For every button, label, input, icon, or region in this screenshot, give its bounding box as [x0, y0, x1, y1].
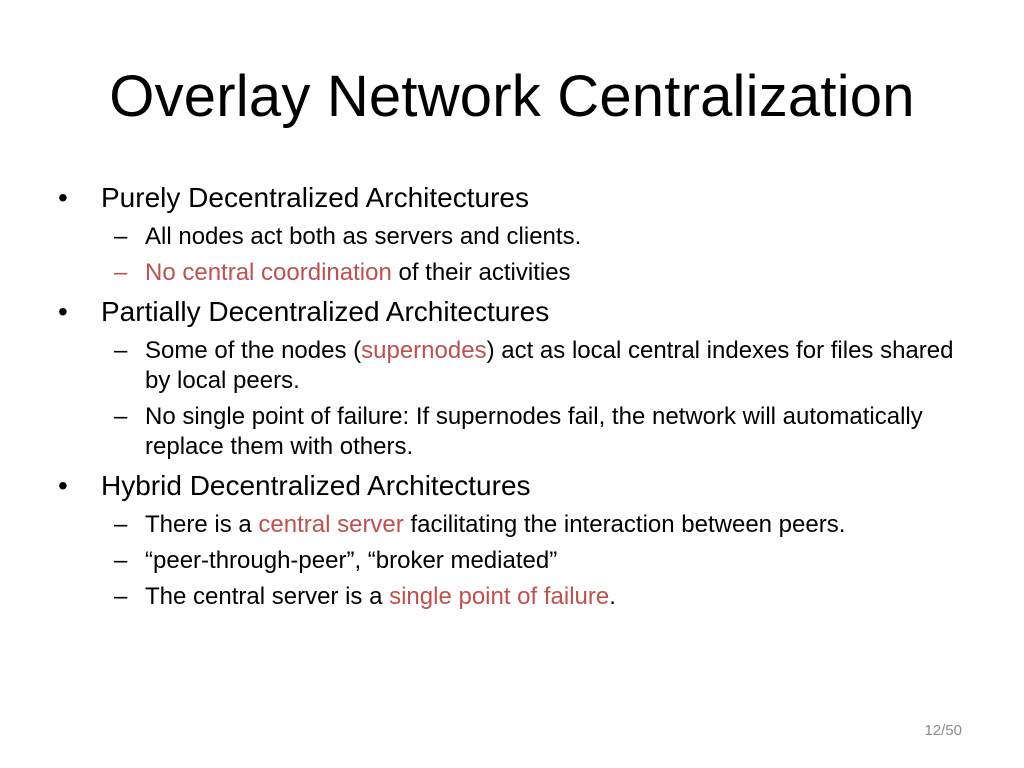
bullet-list	[58, 180, 958, 612]
sub-bullet-text: facilitating the interaction between peers.	[403, 511, 846, 538]
sub-bullet-text: Some of the nodes (	[145, 337, 362, 364]
sub-bullet-text: The central server is a	[145, 583, 390, 610]
sub-bullet-item	[58, 402, 958, 462]
dash-mark: –	[114, 223, 128, 250]
bullet-mark: •	[58, 182, 68, 213]
dash-mark: –	[114, 583, 128, 610]
sub-bullet-text: .	[609, 583, 616, 610]
highlighted-text: supernodes	[361, 337, 487, 364]
sub-bullet-item	[58, 546, 958, 576]
sub-bullet-text: No single point of failure: If supernodes fail, the network will automatically replace them with others.	[145, 403, 923, 460]
sub-bullet-item	[58, 510, 958, 540]
slide-title: Overlay Network Centralization	[109, 64, 915, 129]
bullet-text: Purely Decentralized Architectures	[101, 182, 529, 213]
sub-bullet-text: All nodes act both as servers and clients.	[145, 223, 582, 250]
dash-mark: –	[114, 337, 128, 364]
bullet-mark: •	[58, 470, 68, 501]
sub-bullet-text: “peer-through-peer”, “broker mediated”	[145, 547, 558, 574]
sub-bullet-text: There is a	[145, 511, 259, 538]
highlighted-text: No central coordination	[145, 259, 392, 286]
bullet-text: Hybrid Decentralized Architectures	[101, 470, 531, 501]
sub-bullet-item	[58, 258, 958, 288]
highlighted-text: single point of failure	[389, 583, 610, 610]
bullet-item	[58, 180, 958, 216]
sub-bullet-item	[58, 582, 958, 612]
slide-page-number: 12/50	[924, 722, 962, 739]
bullet-item	[58, 468, 958, 504]
sub-bullet-item	[58, 222, 958, 252]
dash-mark: –	[114, 403, 128, 430]
sub-bullet-item	[58, 336, 958, 396]
dash-mark: –	[114, 511, 128, 538]
sub-bullet-text: of their activities	[391, 259, 571, 286]
dash-mark: –	[114, 547, 128, 574]
dash-mark: –	[114, 259, 128, 286]
highlighted-text: central server	[258, 511, 404, 538]
bullet-text: Partially Decentralized Architectures	[101, 296, 550, 327]
sub-bullet-text: ) act as local central indexes for files shared by local peers.	[145, 337, 954, 394]
bullet-item	[58, 294, 958, 330]
bullet-mark: •	[58, 296, 68, 327]
